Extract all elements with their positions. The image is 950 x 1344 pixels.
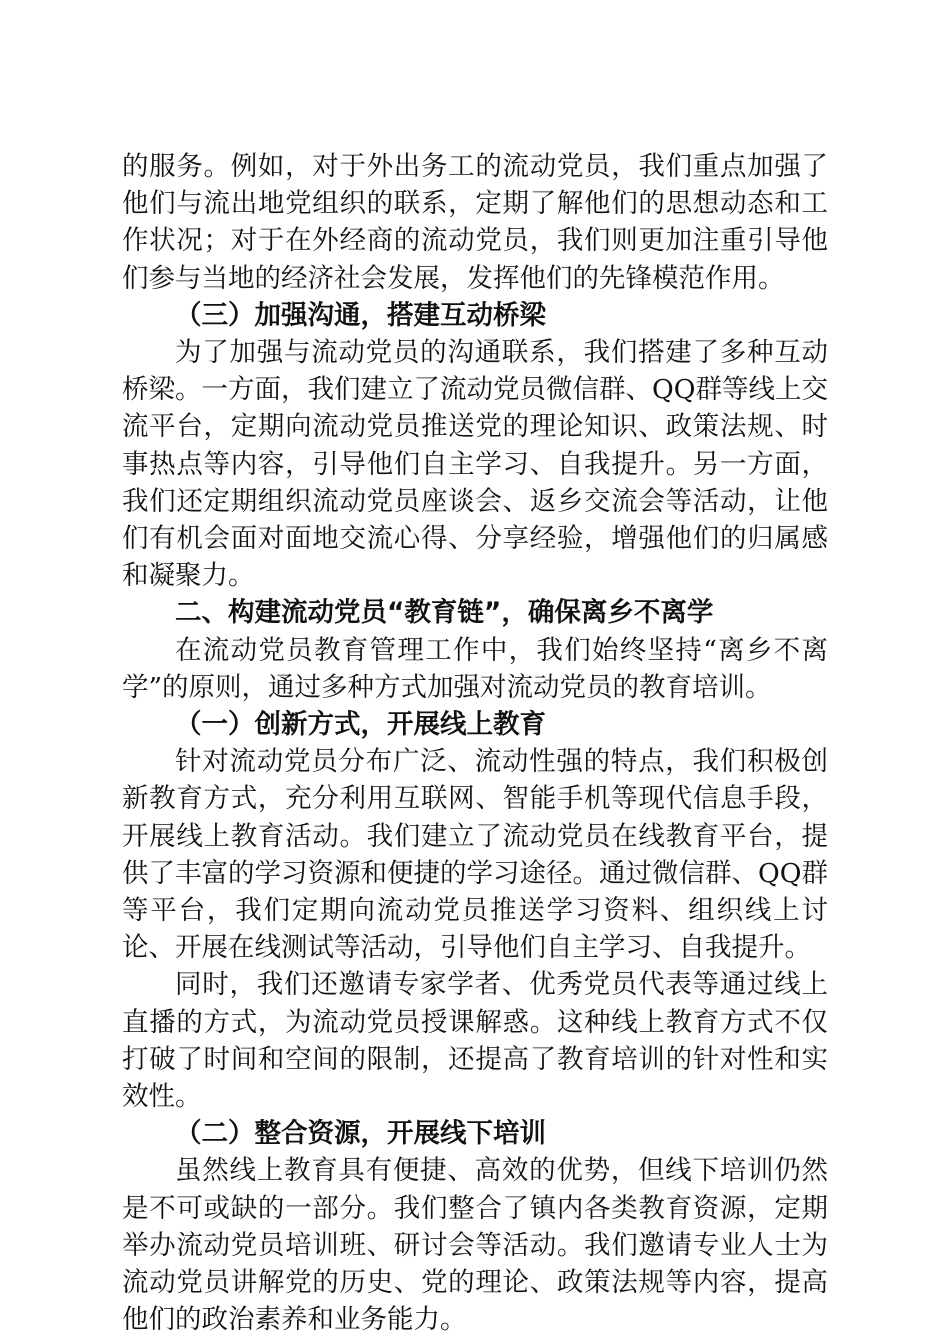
subheading-2: （二）整合资源，开展线下培训 xyxy=(175,1118,546,1150)
subheading-1: （一）创新方式，开展线上教育 xyxy=(175,709,546,741)
body-paragraph: 为了加强与流动党员的沟通联系，我们搭建了多种互动桥梁。一方面，我们建立了流动党员微信群、QQ群等线上交流平台，定期向流动党员推送党的理论知识、政策法规、时事热点等内容，引导他们自主学习、自我提升。另一方面，我们还定期组织流动党员座谈会、返乡交流会等活动，让他们有机会面对面地交流心得、分享经验，增强他们的归属感和凝聚力。 xyxy=(122,337,828,592)
body-paragraph: 在流动党员教育管理工作中，我们始终坚持“离乡不离学”的原则，通过多种方式加强对流动党员的教育培训。 xyxy=(122,634,828,703)
body-paragraph: 同时，我们还邀请专家学者、优秀党员代表等通过线上直播的方式，为流动党员授课解惑。这种线上教育方式不仅打破了时间和空间的限制，还提高了教育培训的针对性和实效性。 xyxy=(122,969,828,1113)
body-paragraph: 针对流动党员分布广泛、流动性强的特点，我们积极创新教育方式，充分利用互联网、智能手机等现代信息手段，开展线上教育活动。我们建立了流动党员在线教育平台，提供了丰富的学习资源和便捷的学习途径。通过微信群、QQ群等平台，我们定期向流动党员推送学习资料、组织线上讨论、开展在线测试等活动，引导他们自主学习、自我提升。 xyxy=(122,746,828,964)
body-paragraph: 的服务。例如，对于外出务工的流动党员，我们重点加强了他们与流出地党组织的联系，定期了解他们的思想动态和工作状况；对于在外经商的流动党员，我们则更加注重引导他们参与当地的经济社会发展，发挥他们的先锋模范作用。 xyxy=(122,151,828,294)
section-heading-2: 二、构建流动党员“教育链”，确保离乡不离学 xyxy=(175,597,714,629)
body-paragraph: 虽然线上教育具有便捷、高效的优势，但线下培训仍然是不可或缺的一部分。我们整合了镇内各类教育资源，定期举办流动党员培训班、研讨会等活动。我们邀请专业人士为流动党员讲解党的历史、党的理论、政策法规等内容，提高他们的政治素养和业务能力。 xyxy=(122,1155,828,1336)
document-page xyxy=(122,148,828,1339)
subheading-3: （三）加强沟通，搭建互动桥梁 xyxy=(175,299,546,331)
